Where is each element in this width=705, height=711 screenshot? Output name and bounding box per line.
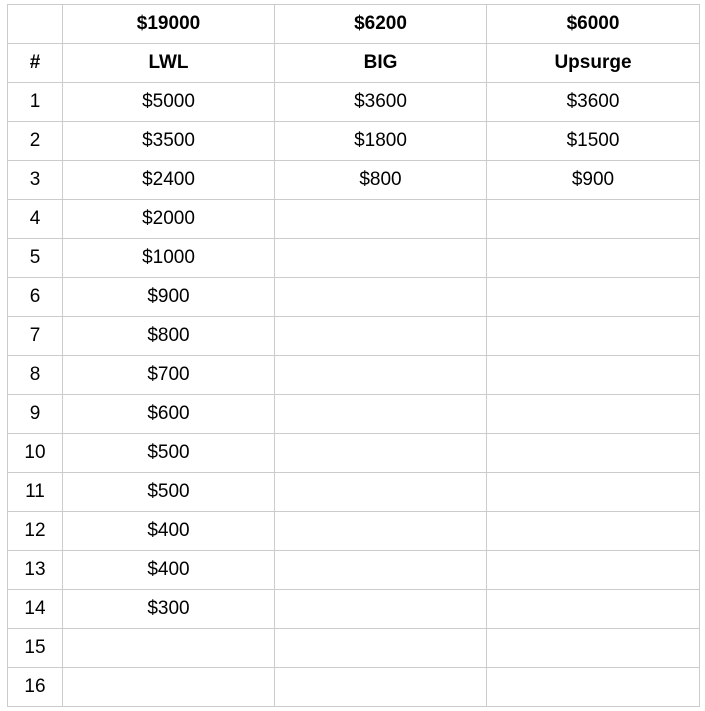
cell-big: $3600 — [275, 83, 487, 122]
table-row — [8, 434, 700, 473]
cell-upsurge — [487, 512, 700, 551]
header-rank: # — [8, 44, 63, 83]
table-row — [8, 395, 700, 434]
cell-big — [275, 434, 487, 473]
header-upsurge: Upsurge — [487, 44, 700, 83]
cell-rank: 7 — [8, 317, 63, 356]
cell-rank: 15 — [8, 629, 63, 668]
table-row — [8, 122, 700, 161]
table-row — [8, 200, 700, 239]
cell-rank: 8 — [8, 356, 63, 395]
cell-rank: 10 — [8, 434, 63, 473]
cell-upsurge — [487, 668, 700, 707]
cell-upsurge — [487, 473, 700, 512]
cell-big — [275, 512, 487, 551]
cell-lwl — [63, 629, 275, 668]
cell-upsurge — [487, 356, 700, 395]
cell-lwl: $600 — [63, 395, 275, 434]
cell-big — [275, 356, 487, 395]
cell-big — [275, 278, 487, 317]
cell-big — [275, 668, 487, 707]
cell-rank: 9 — [8, 395, 63, 434]
cell-upsurge: $3600 — [487, 83, 700, 122]
table-row — [8, 83, 700, 122]
cell-upsurge — [487, 590, 700, 629]
table-row — [8, 629, 700, 668]
cell-lwl: $5000 — [63, 83, 275, 122]
cell-lwl: $400 — [63, 551, 275, 590]
table-row — [8, 161, 700, 200]
table-row — [8, 317, 700, 356]
cell-rank: 2 — [8, 122, 63, 161]
cell-rank: 3 — [8, 161, 63, 200]
table-row — [8, 473, 700, 512]
cell-rank: 1 — [8, 83, 63, 122]
cell-big — [275, 317, 487, 356]
cell-upsurge — [487, 200, 700, 239]
cell-upsurge — [487, 434, 700, 473]
cell-lwl — [63, 668, 275, 707]
prize-table-body — [8, 5, 700, 707]
cell-lwl: $2400 — [63, 161, 275, 200]
cell-rank: 16 — [8, 668, 63, 707]
table-row — [8, 512, 700, 551]
cell-big: $1800 — [275, 122, 487, 161]
cell-big: $800 — [275, 161, 487, 200]
cell-upsurge — [487, 629, 700, 668]
table-row — [8, 356, 700, 395]
cell-rank: 5 — [8, 239, 63, 278]
cell-upsurge — [487, 278, 700, 317]
table-row — [8, 668, 700, 707]
cell-upsurge — [487, 317, 700, 356]
cell-upsurge — [487, 551, 700, 590]
total-big: $6200 — [275, 5, 487, 44]
cell-lwl: $500 — [63, 473, 275, 512]
cell-lwl: $800 — [63, 317, 275, 356]
total-upsurge: $6000 — [487, 5, 700, 44]
cell-rank: 11 — [8, 473, 63, 512]
cell-rank: 4 — [8, 200, 63, 239]
cell-big — [275, 551, 487, 590]
cell-big — [275, 590, 487, 629]
table-row — [8, 551, 700, 590]
cell-lwl: $700 — [63, 356, 275, 395]
cell-big — [275, 395, 487, 434]
cell-rank: 14 — [8, 590, 63, 629]
cell-lwl: $500 — [63, 434, 275, 473]
cell-upsurge: $1500 — [487, 122, 700, 161]
cell-lwl: $900 — [63, 278, 275, 317]
totals-row — [8, 5, 700, 44]
cell-rank: 12 — [8, 512, 63, 551]
table-row — [8, 239, 700, 278]
cell-rank: 13 — [8, 551, 63, 590]
cell-big — [275, 200, 487, 239]
cell-upsurge: $900 — [487, 161, 700, 200]
table-row — [8, 278, 700, 317]
header-big: BIG — [275, 44, 487, 83]
cell-upsurge — [487, 395, 700, 434]
prize-table — [7, 4, 700, 707]
header-lwl: LWL — [63, 44, 275, 83]
cell-lwl: $2000 — [63, 200, 275, 239]
total-lwl: $19000 — [63, 5, 275, 44]
cell-big — [275, 629, 487, 668]
cell-big — [275, 473, 487, 512]
cell-big — [275, 239, 487, 278]
cell-lwl: $300 — [63, 590, 275, 629]
cell-lwl: $3500 — [63, 122, 275, 161]
cell-lwl: $400 — [63, 512, 275, 551]
cell-lwl: $1000 — [63, 239, 275, 278]
table-row — [8, 590, 700, 629]
cell-upsurge — [487, 239, 700, 278]
cell-rank: 6 — [8, 278, 63, 317]
totals-cell-blank — [8, 5, 63, 44]
prize-table-container — [7, 4, 700, 707]
header-row — [8, 44, 700, 83]
